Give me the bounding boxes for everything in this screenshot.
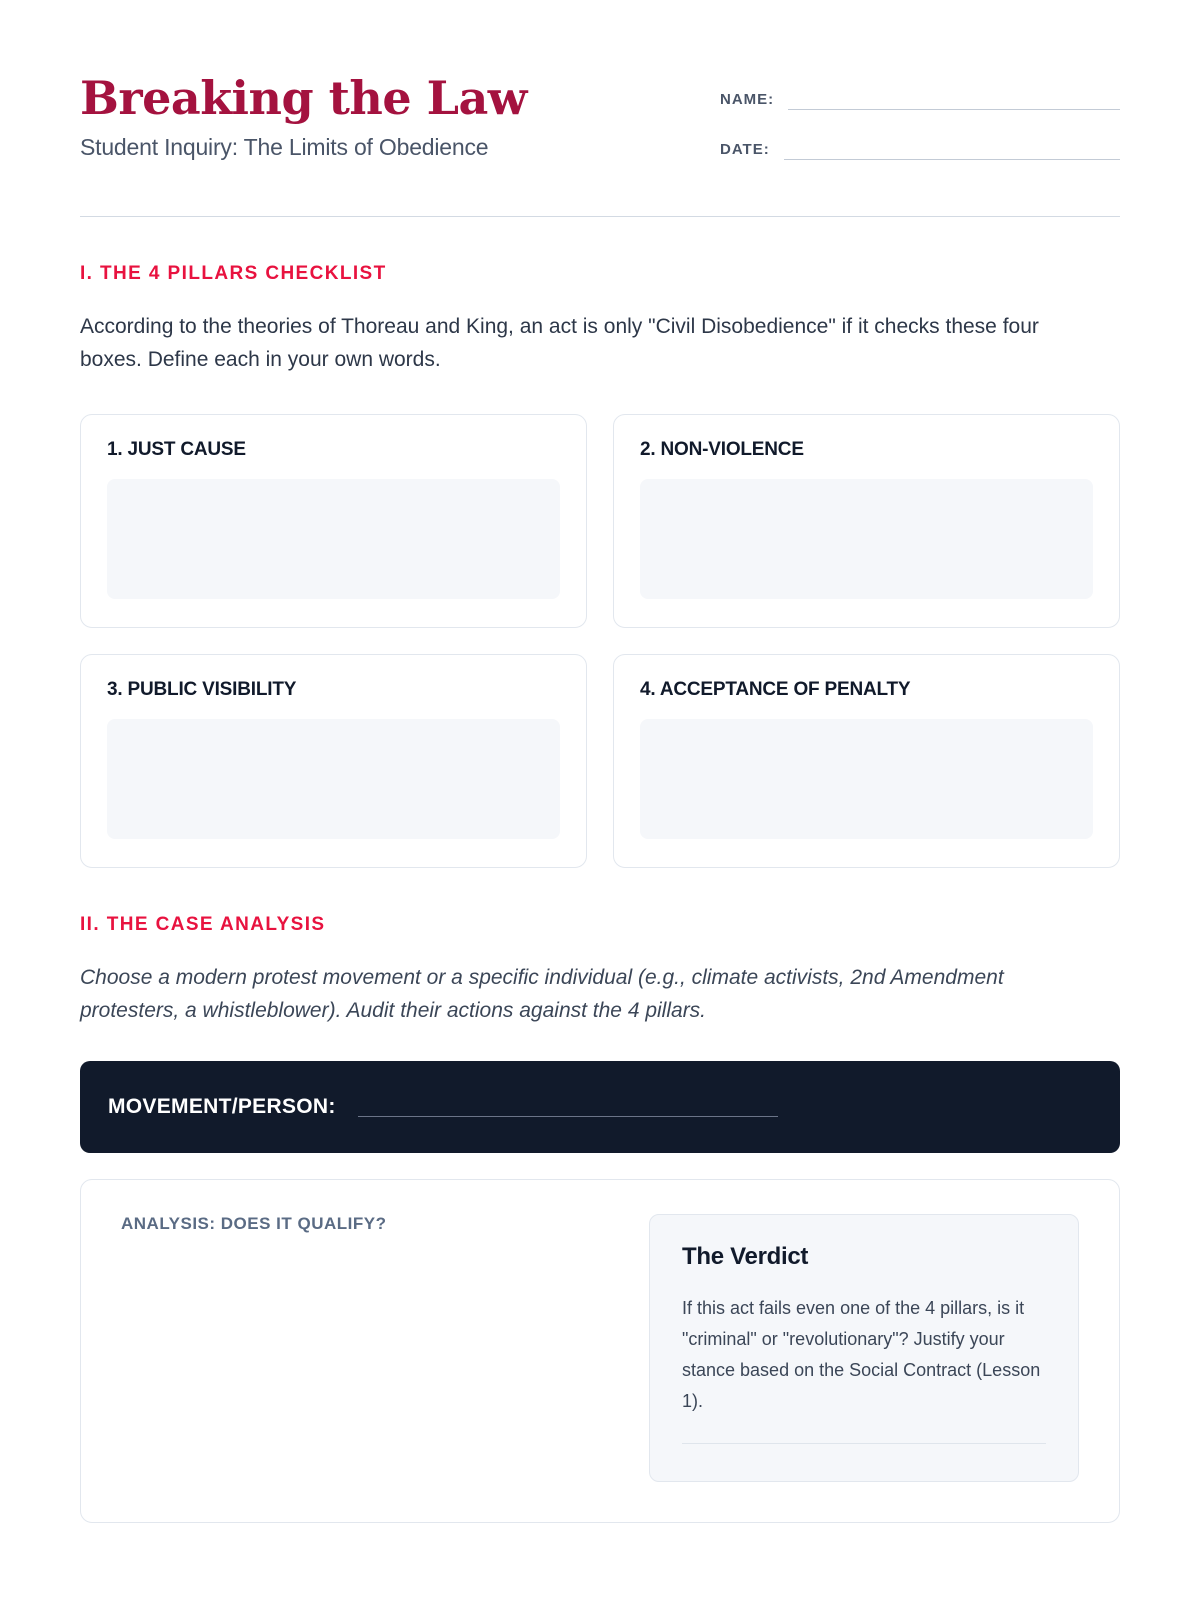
section-one-intro: According to the theories of Thoreau and King, an act is only "Civil Disobedience" if it checks these four boxes. Define each in your own words. [80,315,1039,371]
page-subtitle: Student Inquiry: The Limits of Obedience [80,134,489,161]
pillar-title: 2. NON-VIOLENCE [640,439,804,461]
section-two-intro: Choose a modern protest movement or a specific individual (e.g., climate activists, 2nd Amendment protesters, a whistleblower). Audit their actions against the 4 pillars. [80,966,1004,1022]
verdict-divider [682,1443,1046,1444]
pillar-input[interactable] [640,479,1093,599]
pillar-input[interactable] [107,719,560,839]
movement-input[interactable] [358,1097,778,1117]
movement-banner [80,1061,1120,1153]
date-label: DATE: [720,141,770,158]
name-row [720,88,1120,110]
analysis-left-column [121,1214,611,1482]
analysis-input[interactable] [121,1252,611,1482]
pillar-input[interactable] [640,719,1093,839]
date-row [720,138,1120,160]
pillar-card [613,414,1120,628]
section-pillars [80,263,1120,868]
date-input[interactable] [784,138,1120,160]
pillar-input[interactable] [107,479,560,599]
movement-label: MOVEMENT/PERSON: [108,1095,336,1119]
pillar-grid [80,414,1120,868]
name-input[interactable] [788,88,1120,110]
name-label: NAME: [720,91,775,108]
verdict-text: If this act fails even one of the 4 pillars, is it "criminal" or "revolutionary"? Justify your stance based on the Social Contract (Lesson 1). [682,1298,1041,1412]
section-case-analysis [80,914,1120,1523]
page-title: Breaking the Law [80,71,527,125]
pillar-title: 1. JUST CAUSE [107,439,246,461]
student-meta-block [720,70,1120,188]
pillar-title: 4. ACCEPTANCE OF PENALTY [640,679,911,701]
pillar-title: 3. PUBLIC VISIBILITY [107,679,297,701]
section-two-heading: II. THE CASE ANALYSIS [80,914,326,936]
verdict-title: The Verdict [682,1243,809,1271]
analysis-label: ANALYSIS: DOES IT QUALIFY? [121,1214,387,1234]
section-one-heading: I. THE 4 PILLARS CHECKLIST [80,263,387,284]
document-header [80,70,1120,188]
header-divider [80,216,1120,217]
pillar-card [80,414,587,628]
pillar-card [80,654,587,868]
verdict-card [649,1214,1079,1482]
title-block [80,70,527,161]
pillar-card [613,654,1120,868]
analysis-panel [80,1179,1120,1523]
